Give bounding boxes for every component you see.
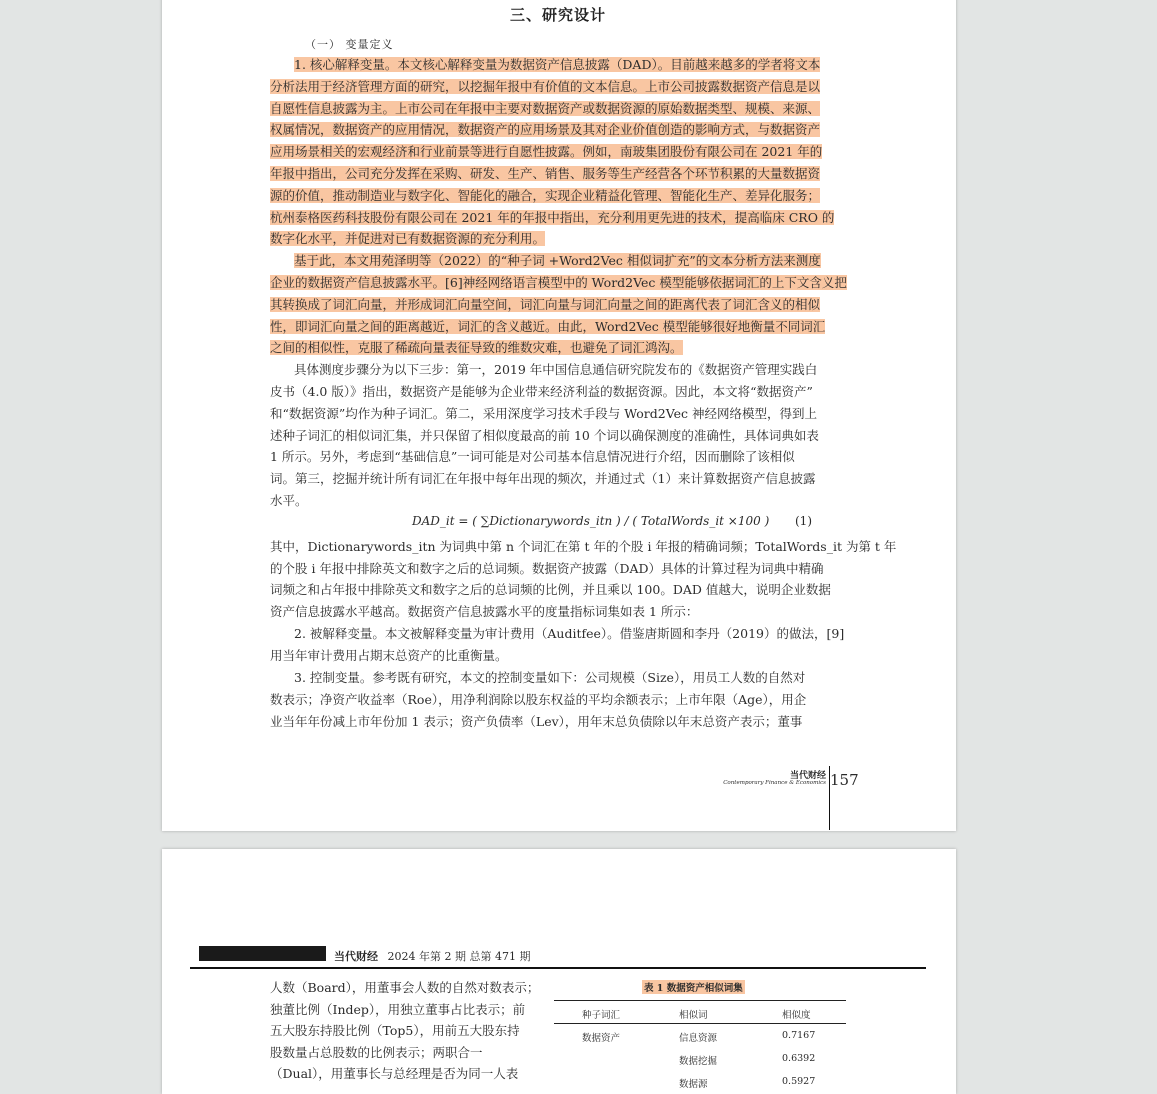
text-line (270, 165, 820, 183)
column-text-line: （Dual），用董事长与总经理是否为同一人表 (270, 1066, 519, 1081)
document-page-157 (162, 0, 956, 831)
text-line (294, 252, 821, 270)
footer-journal-cn: 当代财经 (789, 771, 826, 781)
text-line (270, 427, 819, 445)
table-cell-seed: 数据资产 (582, 1033, 621, 1044)
text-line (270, 383, 813, 401)
highlighted-text: 数字化水平，并促进对已有数据资源的充分利用。 (270, 231, 546, 247)
highlighted-text: 源的价值，推动制造业与数字化、智能化的融合，实现企业精益化管理、智能化生产、差异化服务； (270, 187, 821, 203)
highlighted-text: 企业的数据资产信息披露水平。[6]神经网络语言模型中的 Word2Vec 模型能够依据词汇的上下文含义把 (270, 275, 847, 290)
header-journal: 当代财经 (334, 950, 378, 963)
table-header-rule (554, 1023, 846, 1024)
highlighted-text: 权属情况，数据资产的应用情况，数据资产的应用场景及其对企业价值创造的影响方式，与数据资产 (270, 122, 821, 138)
table-caption: 表 1 数据资产相似词集 (642, 980, 745, 994)
text-line (270, 100, 820, 118)
text-line (270, 209, 834, 227)
text-line: 数表示；净资产收益率（Roe），用净利润除以股东权益的平均余额表示；上市年限（Age），用企 (270, 692, 807, 707)
section-title: 三、研究设计 (510, 6, 607, 24)
text-line (270, 492, 308, 510)
paragraph-text: 具体测度步骤分为以下三步：第一，2019 年中国信息通信研究院发布的《数据资产管理实践白 (294, 362, 818, 378)
text-line: 业当年年份减上市年份加 1 表示；资产负债率（Lev），用年末总负债除以年末总资产表示；董事 (270, 714, 803, 729)
table-cell-sim: 0.6392 (782, 1053, 816, 1064)
footer-journal-en: Contemporary Finance & Economics (723, 780, 826, 786)
highlighted-text: 基于此，本文用苑泽明等（2022）的“种子词 +Word2Vec 相似词扩充”的文本分析方法来测度 (294, 253, 821, 269)
paragraph-text: 皮书（4.0 版）》指出，数据资产是能够为企业带来经济利益的数据资源。因此，本文将“数据资产” (270, 384, 813, 399)
text-line (270, 405, 817, 423)
text-line: 词频之和占年报中排除英文和数字之后的总词频的比例，并且乘以 100。DAD 值越大，说明企业数据 (270, 582, 831, 597)
table-top-rule (554, 1000, 846, 1001)
header-rule (190, 967, 926, 969)
highlighted-text: 性，即词汇向量之间的距离越近，词汇的含义越近。由此，Word2Vec 模型能够很好地衡量不同词汇 (270, 318, 826, 334)
text-line (270, 470, 815, 488)
highlighted-text: 1. 核心解释变量。本文核心解释变量为数据资产信息披露（DAD）。目前越来越多的学者将文本 (294, 57, 821, 72)
table-cell-sim: 0.5927 (782, 1076, 816, 1087)
text-line: 其中，Dictionarywords_itn 为词典中第 n 个词汇在第 t 年的个股 i 年报的精确词频；TotalWords_it 为第 t 年 (270, 539, 897, 554)
text-line (270, 339, 683, 357)
document-page-next (162, 849, 956, 1094)
table-cell-word: 数据源 (679, 1079, 708, 1090)
paragraph-text: 词。第三，挖掘并统计所有词汇在年报中每年出现的频次，并通过式（1）来计算数据资产信息披露 (270, 471, 816, 487)
column-text-line: 五大股东持股比例（Top5），用前五大股东持 (270, 1023, 520, 1038)
text-line: 用当年审计费用占期末总资产的比重衡量。 (270, 648, 508, 663)
text-line (270, 230, 545, 248)
text-line: 2. 被解释变量。本文被解释变量为审计费用（Auditfee）。借鉴唐斯圆和李丹（2019）的做法，[9] (294, 626, 845, 641)
formula-dad: DAD_it = ( ∑Dictionarywords_itn ) / ( TotalWords_it ×100 ) (412, 514, 770, 528)
highlighted-text: 自愿性信息披露为主。上市公司在年报中主要对数据资产或数据资源的原始数据类型、规模、来源、 (270, 100, 821, 116)
table-header-cell: 相似度 (782, 1010, 811, 1021)
text-line (270, 274, 847, 292)
paragraph-text: 述种子词汇的相似词汇集，并只保留了相似度最高的前 10 个词以确保测度的准确性，具体词典如表 (270, 427, 819, 443)
column-text-line: 股数量占总股数的比例表示；两职合一 (270, 1044, 483, 1060)
text-line (270, 187, 820, 205)
column-text-line: 独董比例（Indep），用独立董事占比表示；前 (270, 1001, 526, 1017)
text-line (270, 318, 825, 336)
table-cell-word: 信息资源 (679, 1033, 718, 1044)
text-line (270, 121, 820, 139)
table-header-cell: 相似词 (679, 1010, 708, 1021)
column-text-line: 人数（Board），用董事会人数的自然对数表示； (270, 980, 540, 995)
text-line (270, 143, 822, 161)
header-issue: 2024 年第 2 期 总第 471 期 (387, 950, 531, 963)
highlighted-text: 其转换成了词汇向量，并形成词汇向量空间，词汇向量与词汇向量之间的距离代表了词汇含义的相似 (270, 296, 821, 312)
paragraph-text: 和“数据资源”均作为种子词汇。第二，采用深度学习技术手段与 Word2Vec 神经网络模型，得到上 (270, 405, 817, 421)
subsection-heading: （一） 变量定义 (305, 38, 394, 51)
table-header-cell: 种子词汇 (582, 1010, 621, 1021)
highlighted-text: 应用场景相关的宏观经济和行业前景等进行自愿性披露。例如，南玻集团股份有限公司在 2021 年的 (270, 144, 823, 160)
formula-number: (1) (795, 514, 812, 528)
highlighted-text: 分析法用于经济管理方面的研究，以挖掘年报中有价值的文本信息。上市公司披露数据资产信息是以 (270, 78, 821, 94)
highlighted-text: 年报中指出，公司充分发挥在采购、研发、生产、销售、服务等生产经营各个环节积累的大量数据资 (270, 166, 821, 181)
text-line: 3. 控制变量。参考既有研究，本文的控制变量如下：公司规模（Size），用员工人数的自然对 (294, 670, 806, 685)
header-black-bar (199, 946, 326, 961)
table-cell-sim: 0.7167 (782, 1030, 816, 1041)
highlighted-text: 之间的相似性，克服了稀疏向量表征导致的维数灾难，也避免了词汇鸿沟。 (270, 340, 683, 356)
paragraph-text: 水平。 (270, 493, 308, 508)
text-line (270, 448, 795, 466)
text-line: 资产信息披露水平越高。数据资产信息披露水平的度量指标词集如表 1 所示： (270, 604, 699, 619)
text-line (270, 296, 820, 314)
table-cell-word: 数据挖掘 (679, 1056, 718, 1067)
paragraph-text: 1 所示。另外，考虑到“基础信息”一词可能是对公司基本信息情况进行介绍，因而删除了该相似 (270, 449, 795, 465)
text-line: 的个股 i 年报中排除英文和数字之后的总词频。数据资产披露（DAD）具体的计算过程为词典中精确 (270, 561, 824, 576)
running-header (334, 948, 530, 964)
text-line (294, 361, 817, 379)
text-line (270, 78, 820, 96)
page-number: 157 (830, 771, 859, 789)
highlighted-text: 杭州泰格医药科技股份有限公司在 2021 年的年报中指出，充分利用更先进的技术，提高临床 CRO 的 (270, 209, 835, 225)
text-line (294, 56, 820, 74)
